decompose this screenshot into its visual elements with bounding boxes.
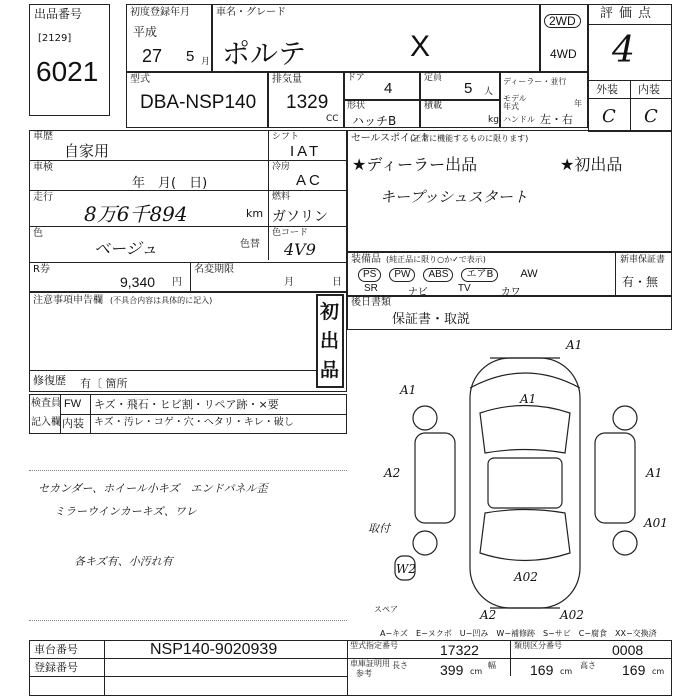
warranty-value: 有・無 (622, 275, 659, 289)
height-value: 169 (622, 662, 646, 678)
length-value: 399 (440, 662, 464, 678)
caution-box (29, 292, 347, 392)
mileage-label: 走行 (33, 192, 53, 203)
width-unit: cm (560, 667, 573, 676)
sales-point-note: (正常に機能するものに限ります) (410, 134, 529, 143)
reg-month: 5 (186, 48, 195, 65)
fuel-label: 燃料 (272, 192, 291, 202)
fw-head: FW (64, 398, 82, 410)
hand-note-3: 各キズ有、小汚れ有 (74, 555, 173, 568)
score-value: 4 (612, 30, 635, 71)
class-label: 類別区分番号 (514, 641, 562, 650)
repair-value: 有〔 箇所 (80, 377, 128, 390)
mileage: 8万6千894 (84, 202, 188, 226)
capacity-label: 定員 (424, 73, 443, 83)
reg-type-label: 車歴 (33, 131, 53, 142)
equipment-top-row (358, 268, 608, 282)
equip-tv: TV (457, 283, 471, 294)
fuel-value: ガソリン (272, 209, 328, 225)
after-docs-label: 後日書類 (351, 297, 391, 308)
displacement-label: 排気量 (272, 74, 302, 85)
type-cert-label: 型式指定番号 (350, 641, 398, 650)
interior-head: 内装 (62, 417, 84, 430)
fw-row: キズ・飛石・ヒビ割・リペア跡・×要 (94, 398, 279, 411)
drive-2wd: 2WD (544, 10, 581, 29)
sales-point-1: ★ディーラー出品 (352, 155, 478, 174)
equipment-note: (純正品に限り○か✓で表示) (386, 255, 486, 264)
displacement-unit: CC (326, 114, 339, 124)
damage-mark-3: A1 (520, 392, 537, 406)
paint-label: 色替 (240, 239, 260, 250)
after-docs-value: 保証書・取説 (392, 312, 471, 327)
sales-handwritten: キープッシュスタート (380, 188, 528, 206)
recycle-label: R券 (33, 264, 50, 275)
car-name: ポルテ (222, 37, 307, 70)
mileage-unit: km (246, 207, 264, 220)
width-label: 幅 (488, 661, 496, 670)
car-diagram (370, 338, 670, 628)
sales-point-label: セールスポイント (351, 133, 431, 144)
capacity: 5 (464, 80, 473, 97)
reg-type: 自家用 (64, 142, 110, 160)
model-year-label: モデル年式 (503, 94, 527, 111)
size-label: 車庫証明用 (350, 659, 390, 668)
diagram-side-note: 取付 (368, 522, 390, 535)
shape: ハッチB (352, 114, 397, 128)
first-listing-text: 初出品 (320, 301, 340, 381)
model-code: DBA-NSP140 (140, 92, 257, 113)
shape-label: 形状 (347, 101, 366, 111)
drive-4wd: 4WD (550, 47, 577, 61)
chassis-number: NSP140-9020939 (150, 641, 278, 658)
lot-label: 出品番号 (34, 7, 83, 21)
chassis-label: 車台番号 (34, 643, 78, 656)
inspection-label: 車検 (33, 162, 53, 173)
width-value: 169 (530, 662, 554, 678)
change-month: 月 (284, 277, 294, 288)
damage-mark-2: A1 (400, 383, 417, 397)
car-grade: X (410, 30, 431, 63)
era-label: 平成 (133, 25, 158, 39)
exterior-grade: C (602, 106, 616, 127)
length-unit: cm (470, 667, 483, 676)
lot-number: 6021 (36, 56, 99, 87)
inspection-value: 年 月( 日) (132, 176, 208, 191)
door-count: 4 (384, 80, 393, 97)
damage-mark-5: A1 (646, 466, 663, 480)
load-unit: kg (488, 115, 499, 125)
equipment-label: 装備品 (351, 254, 381, 265)
shift-label: シフト (272, 132, 300, 142)
ac-value: AC (296, 172, 323, 189)
door-label: ドア (347, 73, 365, 83)
interior-label: 内装 (638, 83, 660, 96)
exterior-label: 外装 (596, 83, 618, 96)
month-unit: 月 (201, 57, 211, 67)
hand-note-2: ミラーウインカーキズ、ワレ (54, 505, 197, 518)
damage-mark-10: A02 (560, 608, 584, 622)
equip-aw: AW (520, 268, 538, 280)
equip-airbag: エアB (461, 268, 498, 282)
interior-row: キズ・汚レ・コゲ・穴・へタリ・キレ・破し (94, 417, 294, 428)
recycle-value: 9,340 (120, 274, 156, 290)
lot-sub: [2129] (38, 33, 72, 44)
color-label: 色 (33, 228, 43, 239)
first-reg-label: 初度登録年月 (130, 7, 190, 18)
damage-mark-9: A2 (480, 608, 497, 622)
model-label: 型式 (130, 74, 150, 85)
color-value: ベージュ (94, 239, 158, 258)
displacement: 1329 (286, 92, 329, 113)
caution-label: 注意事項申告欄 (33, 295, 103, 306)
ac-label: 冷房 (272, 162, 291, 172)
damage-mark-8: A02 (514, 570, 538, 584)
change-label: 名変期限 (194, 264, 234, 275)
equip-ps: PS (358, 268, 381, 282)
score-label: 評価点 (600, 6, 658, 21)
change-day: 日 (332, 277, 342, 288)
reg-year: 27 (142, 46, 163, 66)
equip-pw: PW (389, 268, 415, 282)
year-unit: 年 (574, 99, 582, 108)
damage-mark-1: A1 (566, 338, 583, 352)
damage-legend: A−キズ E−ヌクボ U−凹み W−補修跡 S−サビ C−腐食 XX−交換済 (380, 629, 657, 638)
color-code-label: 色コード (272, 228, 309, 238)
height-label: 高さ (580, 661, 596, 670)
type-cert: 17322 (440, 642, 479, 658)
handle-value: 左・右 (540, 113, 573, 126)
yen-unit: 円 (172, 277, 182, 288)
equip-navi: ナビ (407, 287, 428, 298)
capacity-unit: 人 (484, 87, 494, 97)
reg-no-label: 登録番号 (34, 661, 78, 674)
damage-mark-6: A01 (644, 516, 668, 530)
inspector-label-2: 記入欄 (31, 417, 61, 428)
shift-value: IAT (290, 143, 322, 160)
handle-label: ハンドル (503, 115, 535, 124)
ref-label: 参考 (356, 669, 372, 678)
spare-label: スペア (374, 605, 398, 614)
equip-sr: SR (364, 283, 378, 294)
hand-note-1: セカンダー、ホイール小キズ エンドパネル歪 (38, 482, 268, 495)
dealer-label: ディーラー・並行 (503, 77, 567, 86)
damage-mark-4: A2 (384, 466, 401, 480)
sales-point-2: ★初出品 (560, 155, 623, 174)
equip-leather: カワ (500, 287, 521, 298)
interior-grade: C (644, 106, 658, 127)
length-label: 長さ (392, 661, 408, 670)
height-unit: cm (652, 667, 665, 676)
damage-mark-7: W2 (396, 562, 416, 576)
class-value: 0008 (612, 642, 644, 658)
repair-label: 修復歴 (33, 374, 66, 387)
color-code: 4V9 (284, 240, 316, 259)
load-label: 積載 (424, 101, 443, 111)
car-name-label: 車名・グレード (216, 7, 286, 18)
equip-abs: ABS (423, 268, 453, 282)
caution-sub: (不具合内容は具体的に記入) (110, 296, 213, 305)
inspector-label-1: 検査員 (31, 398, 61, 409)
warranty-label: 新車保証書 (620, 255, 666, 265)
